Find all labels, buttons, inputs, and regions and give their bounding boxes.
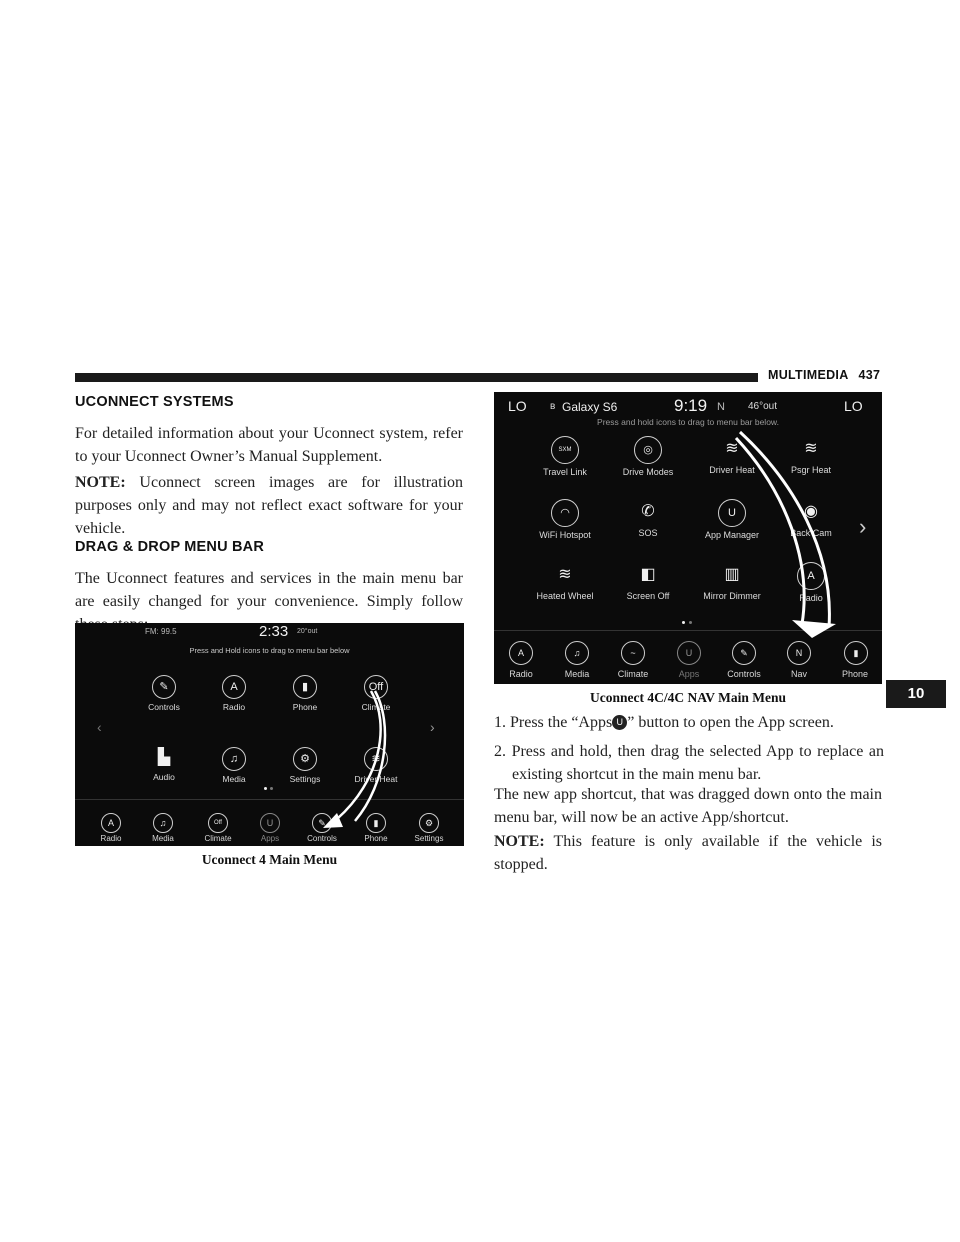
phone-handset-icon: ✆	[641, 503, 655, 520]
seat-heat-icon: ≋	[364, 747, 388, 771]
intro-paragraph: For detailed information about your Uconnect system, refer to your Uconnect Owner’s Manual Supplement.	[75, 425, 463, 465]
mirror-dimmer-icon: ▥	[724, 566, 740, 583]
drag-arrow-graphic	[75, 623, 464, 846]
note-label: NOTE:	[75, 474, 126, 491]
music-icon: ♫	[222, 747, 246, 771]
running-header	[768, 368, 880, 382]
uconnect4-screen-image	[75, 623, 464, 846]
tile-label: Radio	[799, 593, 823, 603]
tile-label: App Manager	[704, 530, 760, 540]
drag-prompt: Press and Hold icons to drag to menu bar below	[189, 646, 350, 655]
note-paragraph-1	[75, 471, 463, 540]
note-paragraph-2	[494, 830, 882, 876]
tile-label: Drive Modes	[622, 467, 674, 477]
temp-lo-left[interactable]: LO	[508, 398, 527, 414]
new-shortcut-paragraph: The new app shortcut, that was dragged down onto the main menu bar, will now be an active App/shortcut.	[494, 786, 882, 826]
outside-temp: 46°out	[748, 401, 778, 412]
drag-drop-paragraph: The Uconnect features and services in the main menu bar are easily changed for your convenience. Simply follow	[75, 570, 463, 610]
apps-icon[interactable]: U	[260, 813, 280, 833]
phone-icon[interactable]: ▮	[844, 641, 868, 665]
compass-direction: N	[717, 401, 725, 413]
climate-icon[interactable]: ~	[621, 641, 645, 665]
drag-prompt: Press and hold icons to drag to menu bar below.	[597, 417, 779, 427]
music-icon[interactable]: ♫	[153, 813, 173, 833]
tile-label: SOS	[638, 528, 658, 538]
steering-wheel-icon: ◎	[634, 436, 662, 464]
climate-icon[interactable]: Off	[208, 813, 228, 833]
bar-label-controls: Controls	[727, 669, 761, 679]
uconnect4c-screen-image	[494, 392, 882, 684]
bar-label-media: Media	[152, 834, 174, 843]
climate-icon: Off	[364, 675, 388, 699]
tile-label: Radio	[222, 702, 246, 712]
tile-label: Audio	[153, 772, 175, 782]
tile-label: Climate	[361, 702, 391, 712]
bar-label-climate: Climate	[204, 834, 232, 843]
seat-heat-icon: ≋	[804, 440, 818, 457]
tile-label: Heated Wheel	[536, 591, 594, 601]
clock: 2:33	[259, 623, 289, 640]
bar-label-climate: Climate	[617, 669, 649, 679]
clock: 9:19	[674, 396, 708, 415]
apps-icon: U	[718, 499, 746, 527]
step-1-text-end: ” button to open the App screen.	[627, 714, 834, 731]
step-2	[494, 740, 884, 786]
tile-label: Phone	[292, 702, 318, 712]
phone-icon[interactable]: ▮	[366, 813, 386, 833]
bar-label-media: Media	[564, 669, 590, 679]
bluetooth-icon: ʙ	[550, 401, 556, 412]
bar-label-phone: Phone	[364, 834, 388, 843]
header-rule	[75, 373, 758, 382]
tile-label: Psgr Heat	[790, 465, 832, 475]
note-text: This feature is only available if the vehicle is stopped.	[494, 833, 882, 873]
tile-label: Settings	[289, 774, 321, 784]
tile-label: Driver Heat	[709, 465, 755, 475]
bar-label-settings: Settings	[414, 834, 444, 843]
tile-label: Driver Heat	[354, 774, 398, 784]
bar-label-radio: Radio	[509, 669, 533, 679]
temp-lo-right[interactable]: LO	[844, 398, 863, 414]
music-icon[interactable]: ♫	[565, 641, 589, 665]
wrench-icon[interactable]: ✎	[312, 813, 332, 833]
audio-icon: ▙	[157, 749, 171, 766]
radio-icon: A	[222, 675, 246, 699]
wrench-icon[interactable]: ✎	[732, 641, 756, 665]
bar-label-apps: Apps	[260, 834, 280, 843]
bar-label-nav: Nav	[790, 669, 807, 679]
step-2-text: 2. Press and hold, then drag the selected App to replace an existing shortcut in the main menu bar.	[494, 743, 884, 783]
section-title: MULTIMEDIA	[768, 368, 849, 382]
chevron-left-icon[interactable]: ‹	[97, 719, 102, 735]
bar-label-apps: Apps	[678, 669, 700, 679]
page-number: 437	[858, 368, 881, 382]
note-label: NOTE:	[494, 833, 545, 850]
heated-wheel-icon: ≋	[558, 566, 572, 583]
apps-icon[interactable]: U	[677, 641, 701, 665]
phone-icon: ▮	[293, 675, 317, 699]
bar-label-controls: Controls	[307, 834, 337, 843]
wifi-icon: ◠	[551, 499, 579, 527]
siriusxm-icon: SXM	[551, 436, 579, 464]
chapter-tab: 10	[886, 680, 946, 708]
caption-uconnect4c: Uconnect 4C/4C NAV Main Menu	[589, 690, 786, 705]
outside-temp: 20°out	[297, 628, 318, 635]
navigation-icon[interactable]: N	[787, 641, 811, 665]
radio-icon[interactable]: A	[101, 813, 121, 833]
tile-label: Controls	[148, 702, 180, 712]
heading-drag-drop: DRAG & DROP MENU BAR	[75, 539, 265, 555]
bar-label-radio: Radio	[100, 834, 122, 843]
wrench-icon: ✎	[152, 675, 176, 699]
tile-label: WiFi Hotspot	[539, 530, 591, 540]
tile-label: Mirror Dimmer	[703, 591, 761, 601]
chevron-right-icon[interactable]: ›	[859, 514, 867, 539]
drag-arrow-graphic	[494, 392, 882, 684]
gear-icon: ⚙	[293, 747, 317, 771]
tile-label: Screen Off	[626, 591, 670, 601]
device-name: Galaxy S6	[562, 400, 618, 414]
bar-label-phone: Phone	[841, 669, 869, 679]
apps-icon: U	[612, 715, 627, 730]
screen-off-icon: ◧	[640, 566, 656, 583]
radio-station: FM: 99.5	[145, 627, 177, 636]
caption-uconnect4: Uconnect 4 Main Menu	[201, 852, 338, 867]
tile-label: Media	[222, 774, 246, 784]
step-1-text: 1. Press the “Apps	[494, 714, 613, 731]
chevron-right-icon[interactable]: ›	[430, 719, 435, 735]
tile-label: Back Cam	[790, 528, 832, 538]
radio-icon: A	[797, 562, 825, 590]
radio-icon[interactable]: A	[509, 641, 533, 665]
heading-uconnect-systems: UCONNECT SYSTEMS	[75, 394, 234, 410]
note-text: Uconnect screen images are for illustration purposes only and may not reflect exact software for your vehicle.	[75, 474, 464, 537]
tile-label: Travel Link	[543, 467, 587, 477]
step-1	[494, 711, 884, 734]
gear-icon[interactable]: ⚙	[419, 813, 439, 833]
seat-heat-icon: ≋	[725, 440, 739, 457]
camera-icon: ◉	[804, 503, 818, 520]
